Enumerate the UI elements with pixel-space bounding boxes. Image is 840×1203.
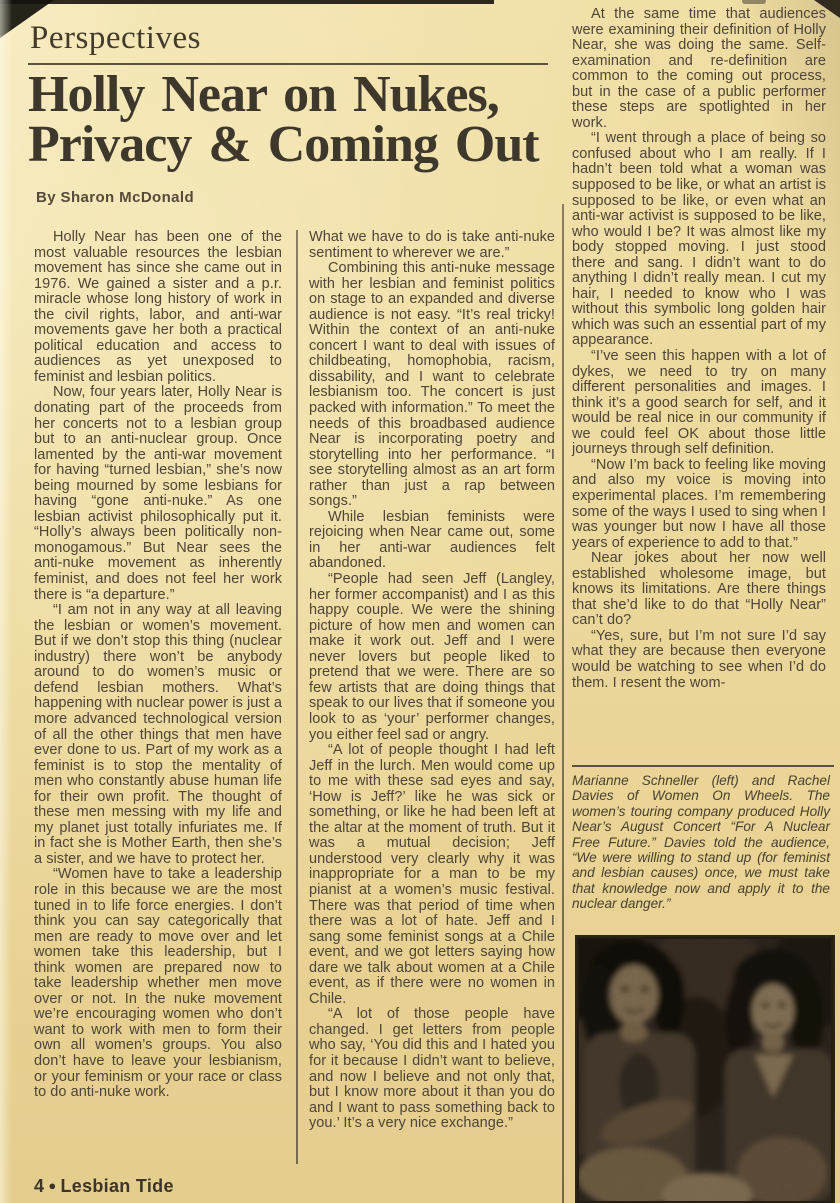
page-footer (34, 1176, 174, 1197)
article-paragraph: What we have to do is take anti-nuke sentiment to wherever we are.” (309, 229, 555, 261)
article-paragraph: “Now I’m back to feeling like moving and also my voice is moving into experimental places. I’m remembering some of the ways I used to sing when I was younger but now I have all those years of experience to add to that.” (572, 456, 826, 551)
column-divider-2 (562, 204, 564, 1203)
footer-bullet-icon: ● (48, 1178, 57, 1193)
column-divider-1 (296, 230, 298, 1164)
page-number: 4 (34, 1176, 45, 1196)
section-title: Perspectives (30, 20, 201, 56)
article-paragraph: At the same time that audiences were examining their definition of Holly Near, she was doing the same. Self-examination and re-definition are common to the coming out process, but in the case of a public performer these steps are spotlighted in her work. (572, 6, 826, 131)
article-paragraph: “I am not in any way at all leaving the lesbian or women’s movement. But if we don’t stop this thing (nuclear industry) there won’t be anybody around to do women’s music or defend lesbian mothers. What’s happening with nuclear power is just a more advanced technological version of all the other things that men have ever done to us. Part of my work as a feminist is to stop the mentality of men who constantly abuse human life for their own profit. The thought of these men messing with my life and my planet just totally infuriates me. If in fact she is Mother Earth, then she’s a sister, and we have to protect her. (34, 602, 282, 867)
article-column-2 (309, 230, 555, 1132)
article-headline (28, 66, 573, 173)
article-column-3 (572, 7, 826, 691)
article-paragraph: Holly Near has been one of the most valuable resources the lesbian movement has since she came out in 1976. We gained a sister and a p.r. miracle whose long history of work in the civil rights, labor, and anti-war movements gave her both a practical political education and access to audiences as yet unexposed to feminist and lesbian politics. (34, 229, 282, 385)
photo-illustration (577, 937, 833, 1203)
publication-name: Lesbian Tide (60, 1176, 174, 1196)
byline: By Sharon McDonald (36, 189, 195, 206)
scan-edge-strip (0, 0, 494, 4)
photo-caption: Marianne Schneller (left) and Rachel Davies of Women On Wheels. The women’s touring company produced Holly Near’s August Concert “For A Nuclear Free Future.” Davies told the audience, “We were willing to stand up (for feminist and lesbian causes) once, we must take that knowledge now and apply it to the nuclear danger.” (572, 773, 830, 912)
article-paragraph: Now, four years later, Holly Near is donating part of the proceeds from her concerts not to a lesbian group but to an anti-nuclear group. Once lamented by the anti-war movement for having “turned lesbian,” she’s now being mourned by some lesbians for having “gone anti-nuke.” As one lesbian activist philosophically put it. “Holly’s always been politically non-monogamous.” But Near sees the anti-nuke movement as inherently feminist, and does not feel her work there is “a departure.” (34, 384, 282, 603)
article-paragraph: Combining this anti-nuke message with her lesbian and feminist politics on stage to an expanded and diverse audience is not easy. “It’s real tricky! Within the context of an anti-nuke concert I want to deal with issues of childbeating, homophobia, racism, dissability, and I want to celebrate lesbianism too. The concert is just packed with information.” To meet the needs of this broadbased audience Near is incorporating poetry and storytelling into her performance. “I see storytelling almost as an art form rather than just a rap between songs.” (309, 260, 555, 510)
article-column-1 (34, 230, 282, 1101)
caption-divider (572, 765, 834, 767)
photo-two-women (577, 937, 833, 1203)
article-paragraph: “People had seen Jeff (Langley, her former accompanist) and I as this happy couple. We were the shining picture of how men and women can make it work out. Jeff and I were never lovers but people liked to pretend that we were. There are so few artists that are doing things that speak to our lives that if someone you look to as ‘your’ performer changes, you either feel sad or angry. (309, 571, 555, 743)
article-paragraph: “I went through a place of being so confused about who I am really. If I hadn’t been told what a woman was supposed to be like, or what an artist is supposed to be like, or even what an anti-war activist is supposed to be like, who would I be? It was almost like my body stopped moving. I just stood there and sang. I didn’t want to do anything I didn’t really mean. I cut my hair, I needed to know who I was without this symbolic long golden hair which was such an essential part of my appearance. (572, 130, 826, 349)
article-paragraph: “Women have to take a leadership role in this because we are the most tuned in to life force energies. I don’t think you can say categorically that men are ready to move over and let women take this leadership, but I think women are prepared now to take leadership whether men move over or not. In the nuke movement we’re encouraging women who don’t want to work with men to form their own all women’s groups. You also don’t have to leave your lesbianism, or your feminism or your race or class to do anti-nuke work. (34, 866, 282, 1101)
section-rule (28, 63, 548, 65)
article-paragraph: Near jokes about her now well established wholesome image, but knows its limitations. Are there things that she’d like to do that “Holly Near” can’t do? (572, 550, 826, 629)
scan-mark (742, 0, 766, 4)
article-paragraph: “Yes, sure, but I’m not sure I’d say what they are because then everyone would be watching to see when I’d do them. I resent the wom- (572, 627, 826, 691)
headline-line-2: Privacy & Coming Out (28, 116, 539, 173)
page-edge-highlight (0, 0, 12, 1203)
article-paragraph: While lesbian feminists were rejoicing when Near came out, some in her anti-war audiences felt abandoned. (309, 508, 555, 572)
article-paragraph: “I’ve seen this happen with a lot of dykes, we need to try on many different personalities and images. I think it’s a good search for self, and it would be real nice in our community if we could feel OK about those little journeys through self definition. (572, 348, 826, 458)
article-paragraph: “A lot of people thought I had left Jeff in the lurch. Men would come up to me with these sad eyes and say, ‘How is Jeff?’ like he was sick or something, or like he had been left at the altar at the moment of truth. But it was a mutual decision; Jeff understood very clearly why it was inappropriate for a man to be my pianist at a women’s music festival. There was that period of time when there was a lot of hate. Jeff and I sang some feminist songs at a Chile event, and we got letters saying how dare we talk about women at a Chile event, as if there were no women in Chile. (309, 742, 555, 1007)
article-paragraph: “A lot of those people have changed. I get letters from people who say, ‘You did this and I hated you for it because I didn’t want to believe, and now I believe and not only that, but I know more about it than you do and I want to pass something back to you.’ It’s a very nice exchange.” (309, 1006, 555, 1132)
headline-line-1: Holly Near on Nukes, (28, 66, 499, 123)
